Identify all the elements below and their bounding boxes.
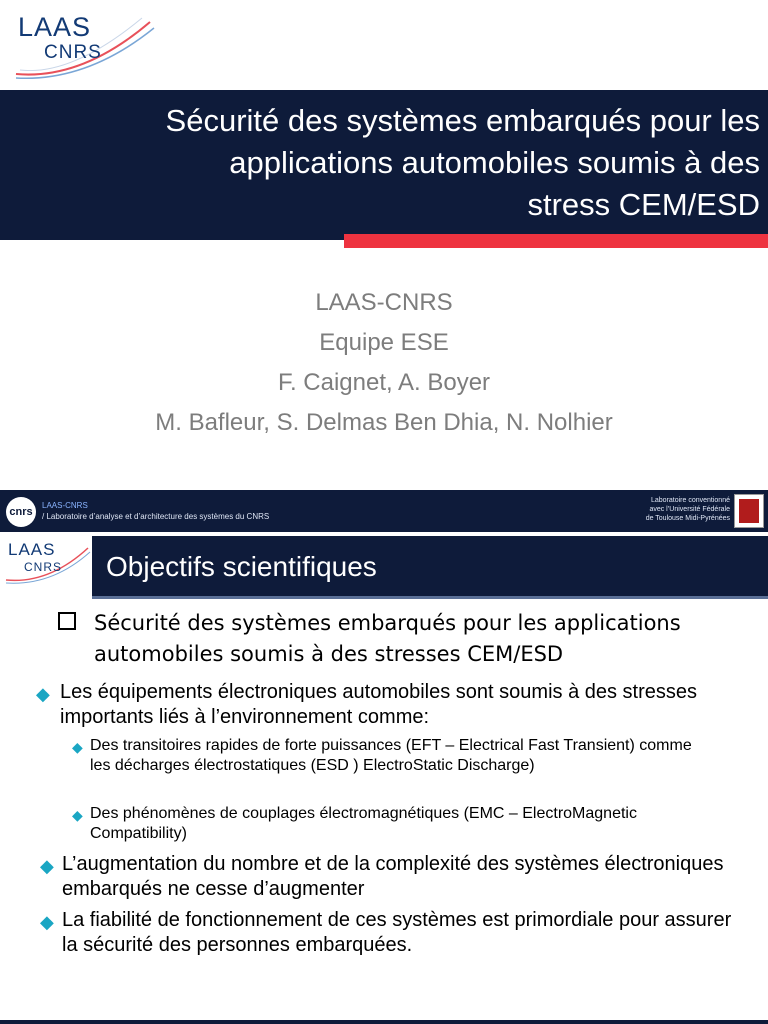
- laas-cnrs-logo-small: [4, 538, 94, 588]
- main-objective-item: [60, 608, 750, 670]
- author-block: [0, 283, 768, 443]
- university-note-line: de Toulouse Midi-Pyrénées: [645, 515, 730, 522]
- university-note-line: Laboratoire conventionné: [650, 497, 730, 504]
- item-text: Les équipements électroniques automobiles sont soumis à des stresses importants liés à l’environnement comme:: [60, 681, 698, 728]
- diamond-bullet-icon: ◆: [72, 807, 83, 823]
- logo-text-cnrs: CNRS: [24, 560, 63, 574]
- item-text: L’augmentation du nombre et de la complexité des systèmes électroniques embarqués ne cesse d’augmenter: [62, 853, 724, 900]
- logo-text-laas: LAAS: [18, 12, 92, 42]
- author-line: M. Bafleur, S. Delmas Ben Dhia, N. Nolhier: [155, 409, 613, 436]
- content-slide: [0, 490, 768, 1024]
- section-title-band: [92, 536, 768, 596]
- lab-subtitle: / Laboratoire d’analyse et d’architecture des systèmes du CNRS: [42, 512, 270, 521]
- sub-bullet-item: [72, 736, 712, 776]
- title-line: Sécurité des systèmes embarqués pour les: [165, 103, 760, 138]
- presentation-title: [20, 100, 760, 226]
- title-band: [0, 90, 768, 240]
- diamond-bullet-icon: ◆: [36, 684, 50, 704]
- author-line: F. Caignet, A. Boyer: [277, 369, 491, 396]
- lab-title: LAAS-CNRS: [42, 501, 88, 510]
- item-text: Sécurité des systèmes embarqués pour les applications automobiles soumis à des stresses CEM/ESD: [94, 611, 681, 666]
- diamond-bullet-icon: ◆: [40, 912, 54, 932]
- slide-header: [0, 490, 768, 532]
- author-line: Equipe ESE: [319, 329, 449, 356]
- item-text: Des phénomènes de couplages électromagnétiques (EMC – ElectroMagnetic Compatibility): [90, 805, 637, 842]
- item-text: La fiabilité de fonctionnement de ces systèmes est primordiale pour assurer la sécurité des personnes embarquées.: [62, 909, 732, 956]
- logo-text-laas: LAAS: [8, 540, 56, 559]
- title-slide: [0, 0, 768, 478]
- sub-bullet-item: [72, 804, 712, 844]
- university-note-line: avec l’Université Fédérale: [649, 506, 730, 513]
- bullet-item: [36, 680, 736, 730]
- footer-line: [0, 1020, 768, 1024]
- checkbox-icon: [58, 612, 76, 630]
- diamond-bullet-icon: ◆: [72, 739, 83, 755]
- item-text: Des transitoires rapides de forte puissances (EFT – Electrical Fast Transient) comme les décharges électrostatiques (ESD ) ElectroStatic Discharge): [90, 737, 692, 774]
- title-line: applications automobiles soumis à des: [229, 145, 760, 180]
- laas-cnrs-logo: [12, 8, 162, 84]
- accent-bar: [344, 234, 768, 248]
- university-seal-icon: [734, 494, 764, 528]
- university-note: [570, 496, 730, 523]
- section-title: Objectifs scientifiques: [106, 551, 377, 582]
- bullet-item: [40, 852, 740, 902]
- section-underline: [92, 596, 768, 599]
- author-line: LAAS-CNRS: [315, 289, 453, 316]
- title-line: stress CEM/ESD: [527, 187, 760, 222]
- logo-text-cnrs: CNRS: [44, 42, 102, 63]
- cnrs-logo: cnrs: [6, 497, 36, 527]
- bullet-item: [40, 908, 740, 958]
- diamond-bullet-icon: ◆: [40, 856, 54, 876]
